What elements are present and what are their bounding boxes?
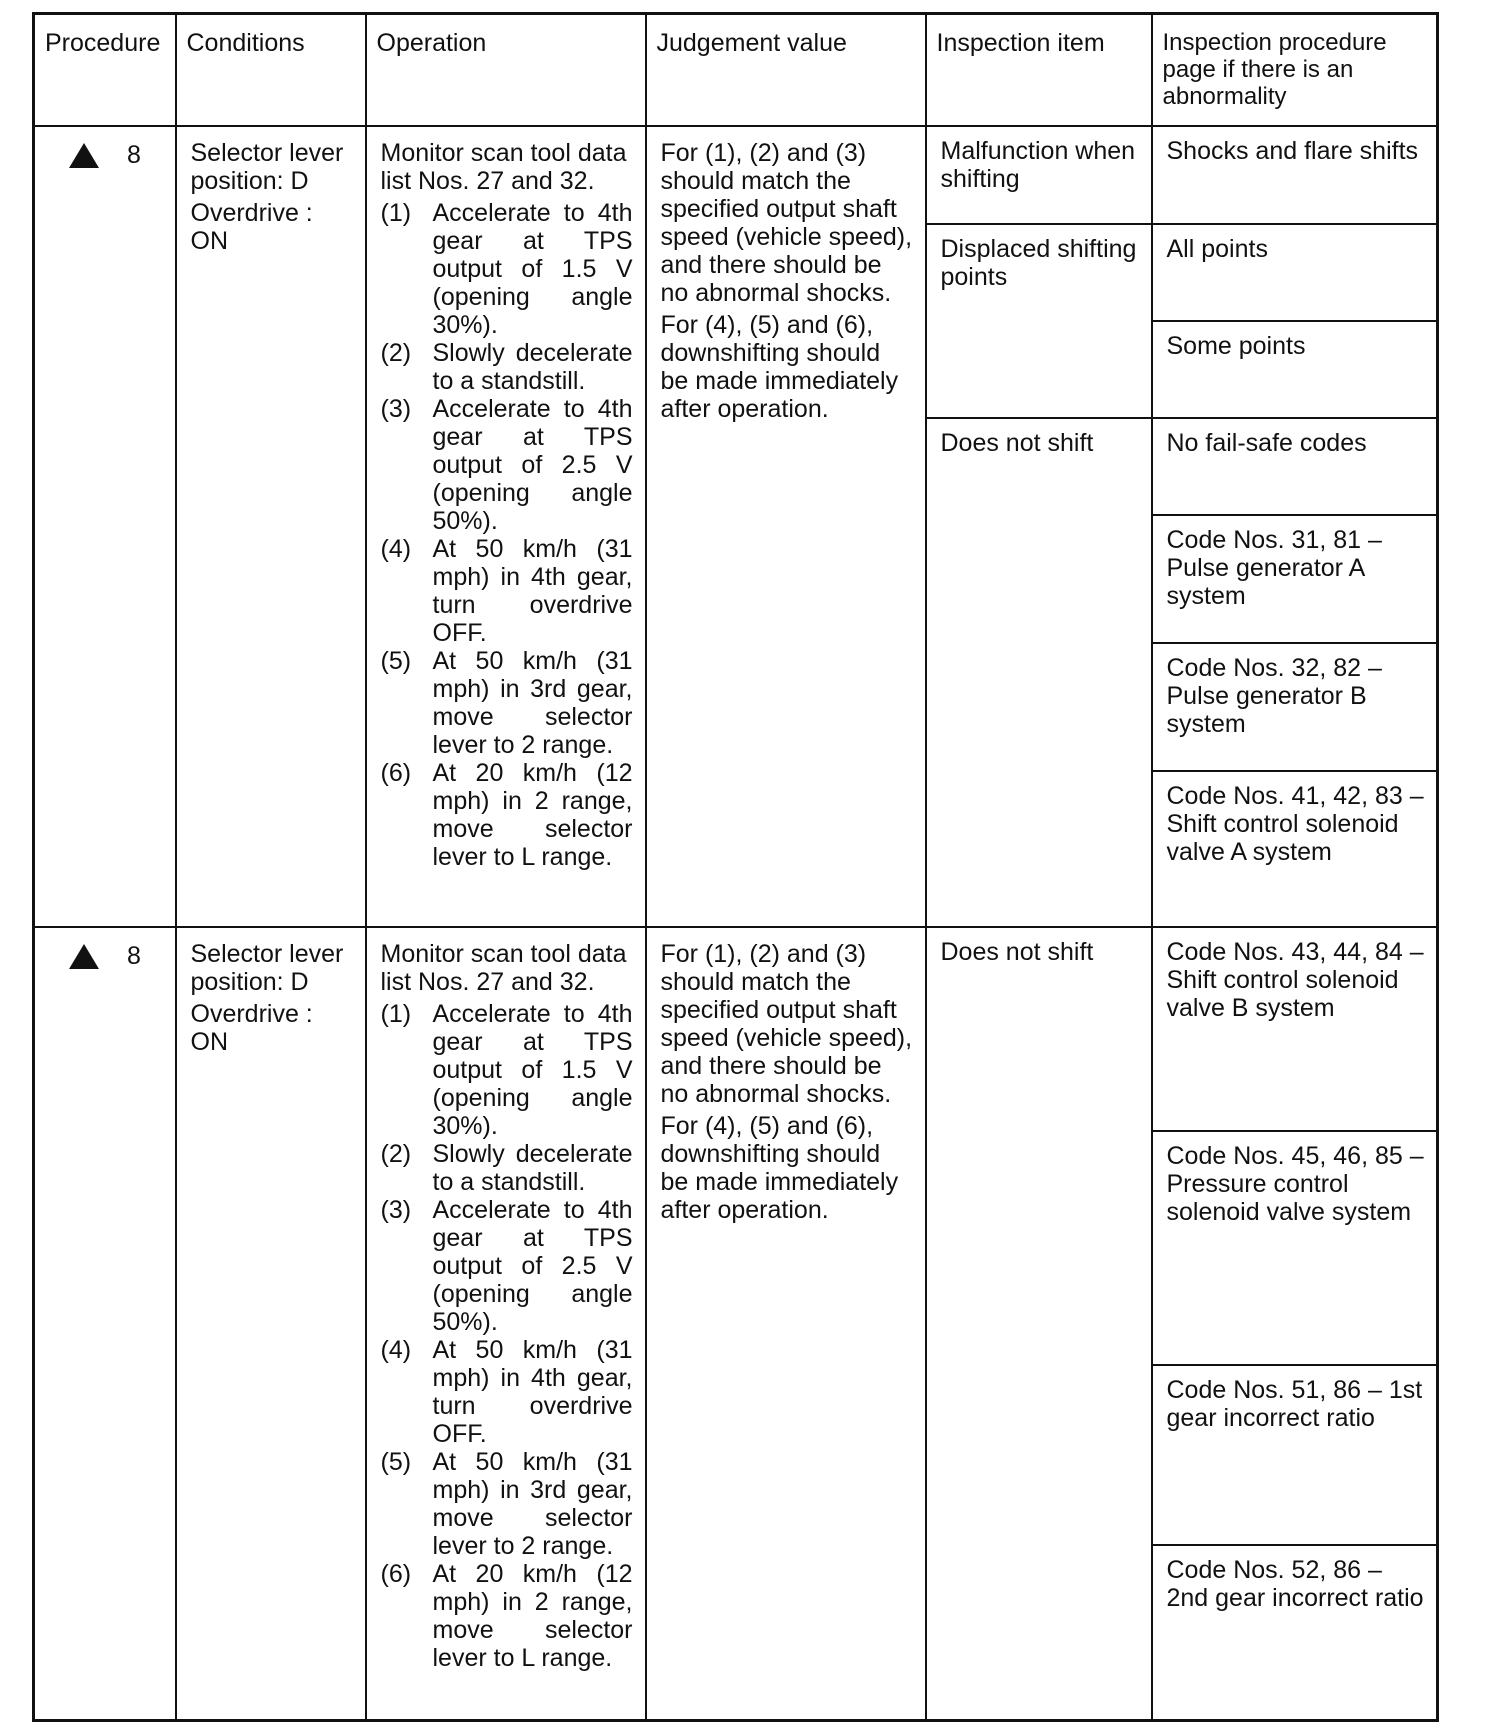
judgement-cell (646, 927, 926, 1720)
operation-cell (366, 126, 646, 927)
condition-selector: Selector lever position: D (190, 940, 344, 996)
table-row (34, 126, 1438, 927)
inspection-page: Code Nos. 41, 42, 83 – Shift control solenoid valve A system (1152, 771, 1438, 927)
header-conditions: Conditions (176, 14, 366, 127)
judgement-text: For (4), (5) and (6), downshifting should be made immediately after operation. (660, 1112, 899, 1224)
operation-steps (381, 1000, 633, 1672)
inspection-page: Code Nos. 32, 82 – Pulse generator B system (1152, 643, 1438, 771)
operation-step: (1) Accelerate to 4th gear at TPS output of 1.5 V (opening angle 30%). (380, 199, 633, 339)
inspection-page: Code Nos. 52, 86 – 2nd gear incorrect ratio (1152, 1545, 1438, 1720)
inspection-item: Does not shift (926, 418, 1152, 927)
inspection-page: Shocks and flare shifts (1152, 126, 1438, 224)
inspection-item: Does not shift (926, 927, 1152, 1720)
header-inspection-item: Inspection item (926, 14, 1152, 127)
judgement-text: For (4), (5) and (6), downshifting should be made immediately after operation. (660, 311, 899, 423)
procedure-cell (34, 126, 176, 927)
condition-selector: Selector lever position: D (190, 139, 344, 195)
procedure-number: 8 (127, 942, 141, 970)
condition-overdrive: Overdrive : ON (190, 1000, 313, 1056)
operation-step: (4) At 50 km/h (31 mph) in 4th gear, turn overdrive OFF. (380, 1336, 633, 1448)
procedure-number: 8 (127, 141, 141, 169)
operation-step: (3) Accelerate to 4th gear at TPS output of 2.5 V (opening angle 50%). (380, 395, 633, 535)
inspection-page: Code Nos. 43, 44, 84 – Shift control solenoid valve B system (1152, 927, 1438, 1131)
header-inspection-page: Inspection procedure page if there is an abnormality (1152, 14, 1438, 127)
operation-intro: Monitor scan tool data list Nos. 27 and 32. (380, 940, 627, 996)
condition-overdrive: Overdrive : ON (190, 199, 313, 255)
operation-intro: Monitor scan tool data list Nos. 27 and 32. (380, 139, 627, 195)
inspection-page: Code Nos. 31, 81 – Pulse generator A system (1152, 515, 1438, 643)
operation-step: (5) At 50 km/h (31 mph) in 3rd gear, move selector lever to 2 range. (380, 647, 633, 759)
operation-step: (1) Accelerate to 4th gear at TPS output of 1.5 V (opening angle 30%). (380, 1000, 633, 1140)
inspection-page: Some points (1152, 321, 1438, 418)
conditions-cell (176, 927, 366, 1720)
operation-step: (2) Slowly decelerate to a standstill. (380, 1140, 633, 1196)
header-procedure: Procedure (34, 14, 176, 127)
inspection-table (32, 12, 1439, 1722)
judgement-text: For (1), (2) and (3) should match the specified output shaft speed (vehicle speed), and there should be no abnormal shocks. (660, 940, 913, 1108)
judgement-text: For (1), (2) and (3) should match the specified output shaft speed (vehicle speed), and there should be no abnormal shocks. (660, 139, 913, 307)
operation-steps (381, 199, 633, 871)
warning-triangle-icon (69, 143, 99, 168)
operation-step: (5) At 50 km/h (31 mph) in 3rd gear, move selector lever to 2 range. (380, 1448, 633, 1560)
header-row (34, 14, 1438, 127)
judgement-cell (646, 126, 926, 927)
operation-step: (3) Accelerate to 4th gear at TPS output of 2.5 V (opening angle 50%). (380, 1196, 633, 1336)
inspection-page: All points (1152, 224, 1438, 321)
operation-step: (6) At 20 km/h (12 mph) in 2 range, move selector lever to L range. (380, 1560, 633, 1672)
operation-step: (6) At 20 km/h (12 mph) in 2 range, move selector lever to L range. (380, 759, 633, 871)
inspection-page: Code Nos. 51, 86 – 1st gear incorrect ratio (1152, 1365, 1438, 1545)
header-judgement: Judgement value (646, 14, 926, 127)
conditions-cell (176, 126, 366, 927)
inspection-item: Malfunction when shifting (926, 126, 1152, 224)
header-operation: Operation (366, 14, 646, 127)
warning-triangle-icon (69, 944, 99, 969)
inspection-item: Displaced shifting points (926, 224, 1152, 418)
inspection-page: No fail-safe codes (1152, 418, 1438, 515)
operation-step: (2) Slowly decelerate to a standstill. (380, 339, 633, 395)
procedure-cell (34, 927, 176, 1720)
operation-step: (4) At 50 km/h (31 mph) in 4th gear, turn overdrive OFF. (380, 535, 633, 647)
inspection-page: Code Nos. 45, 46, 85 – Pressure control solenoid valve system (1152, 1131, 1438, 1365)
table-row (34, 927, 1438, 1720)
operation-cell (366, 927, 646, 1720)
